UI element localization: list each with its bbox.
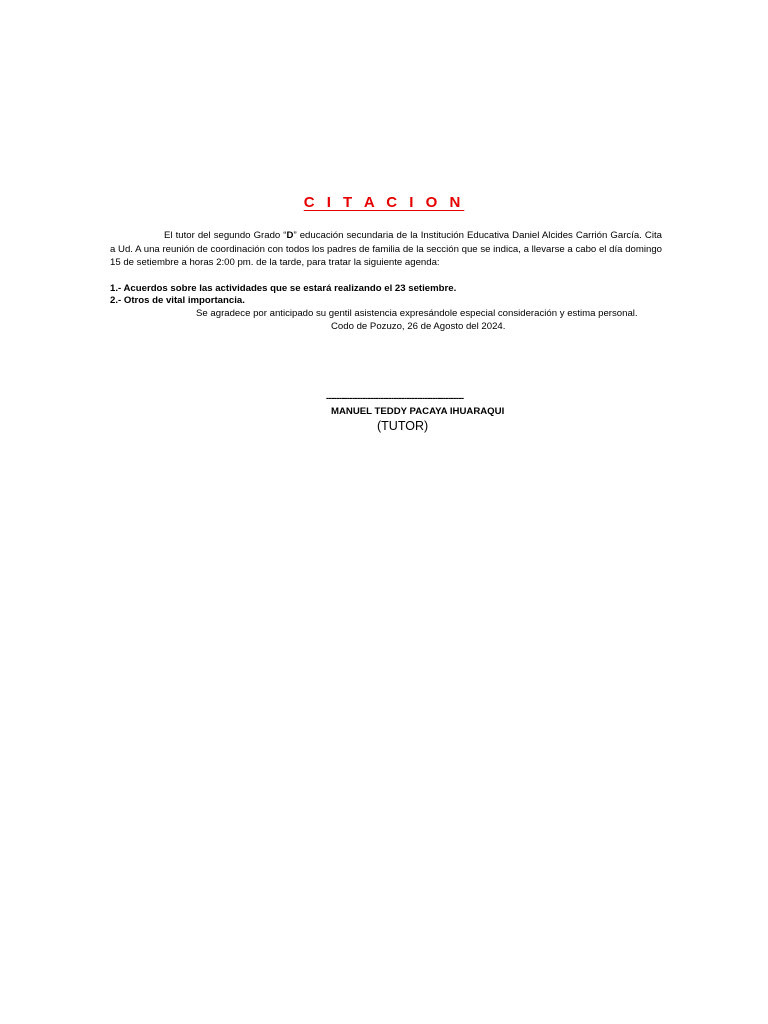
agenda-item: 2.- Otros de vital importancia. bbox=[110, 295, 245, 306]
signatory-name: MANUEL TEDDY PACAYA IHUARAQUI bbox=[331, 406, 505, 417]
agenda-list bbox=[110, 283, 662, 307]
place-date-line: Codo de Pozuzo, 26 de Agosto del 2024. bbox=[331, 321, 506, 332]
intro-paragraph bbox=[110, 229, 662, 270]
signature-line: ----------------------------------------------------- bbox=[326, 393, 464, 404]
thanks-line: Se agradece por anticipado su gentil asistencia expresándole especial consideración y estima personal. bbox=[196, 308, 638, 319]
agenda-item: 1.- Acuerdos sobre las actividades que se estará realizando el 23 setiembre. bbox=[110, 283, 457, 294]
document-body bbox=[110, 229, 662, 333]
paragraph-text-before-grade: El tutor del segundo Grado “ bbox=[164, 230, 287, 241]
paragraph-text-after-grade: ” educación secundaria de la Institución Educativa Daniel Alcides Carrión García. Cita a Ud. A una reunión de coordinación con todos los padres de familia de la sección que se indica, a llevarse a cabo el día domingo 15 de setiembre a horas 2:00 pm. de la tarde, para tratar la siguiente agenda: bbox=[110, 230, 662, 268]
signature-block bbox=[326, 393, 504, 434]
document-title: C I T A C I O N bbox=[303, 194, 465, 211]
signatory-role: (TUTOR) bbox=[377, 419, 429, 433]
grade-letter: D bbox=[286, 230, 294, 241]
